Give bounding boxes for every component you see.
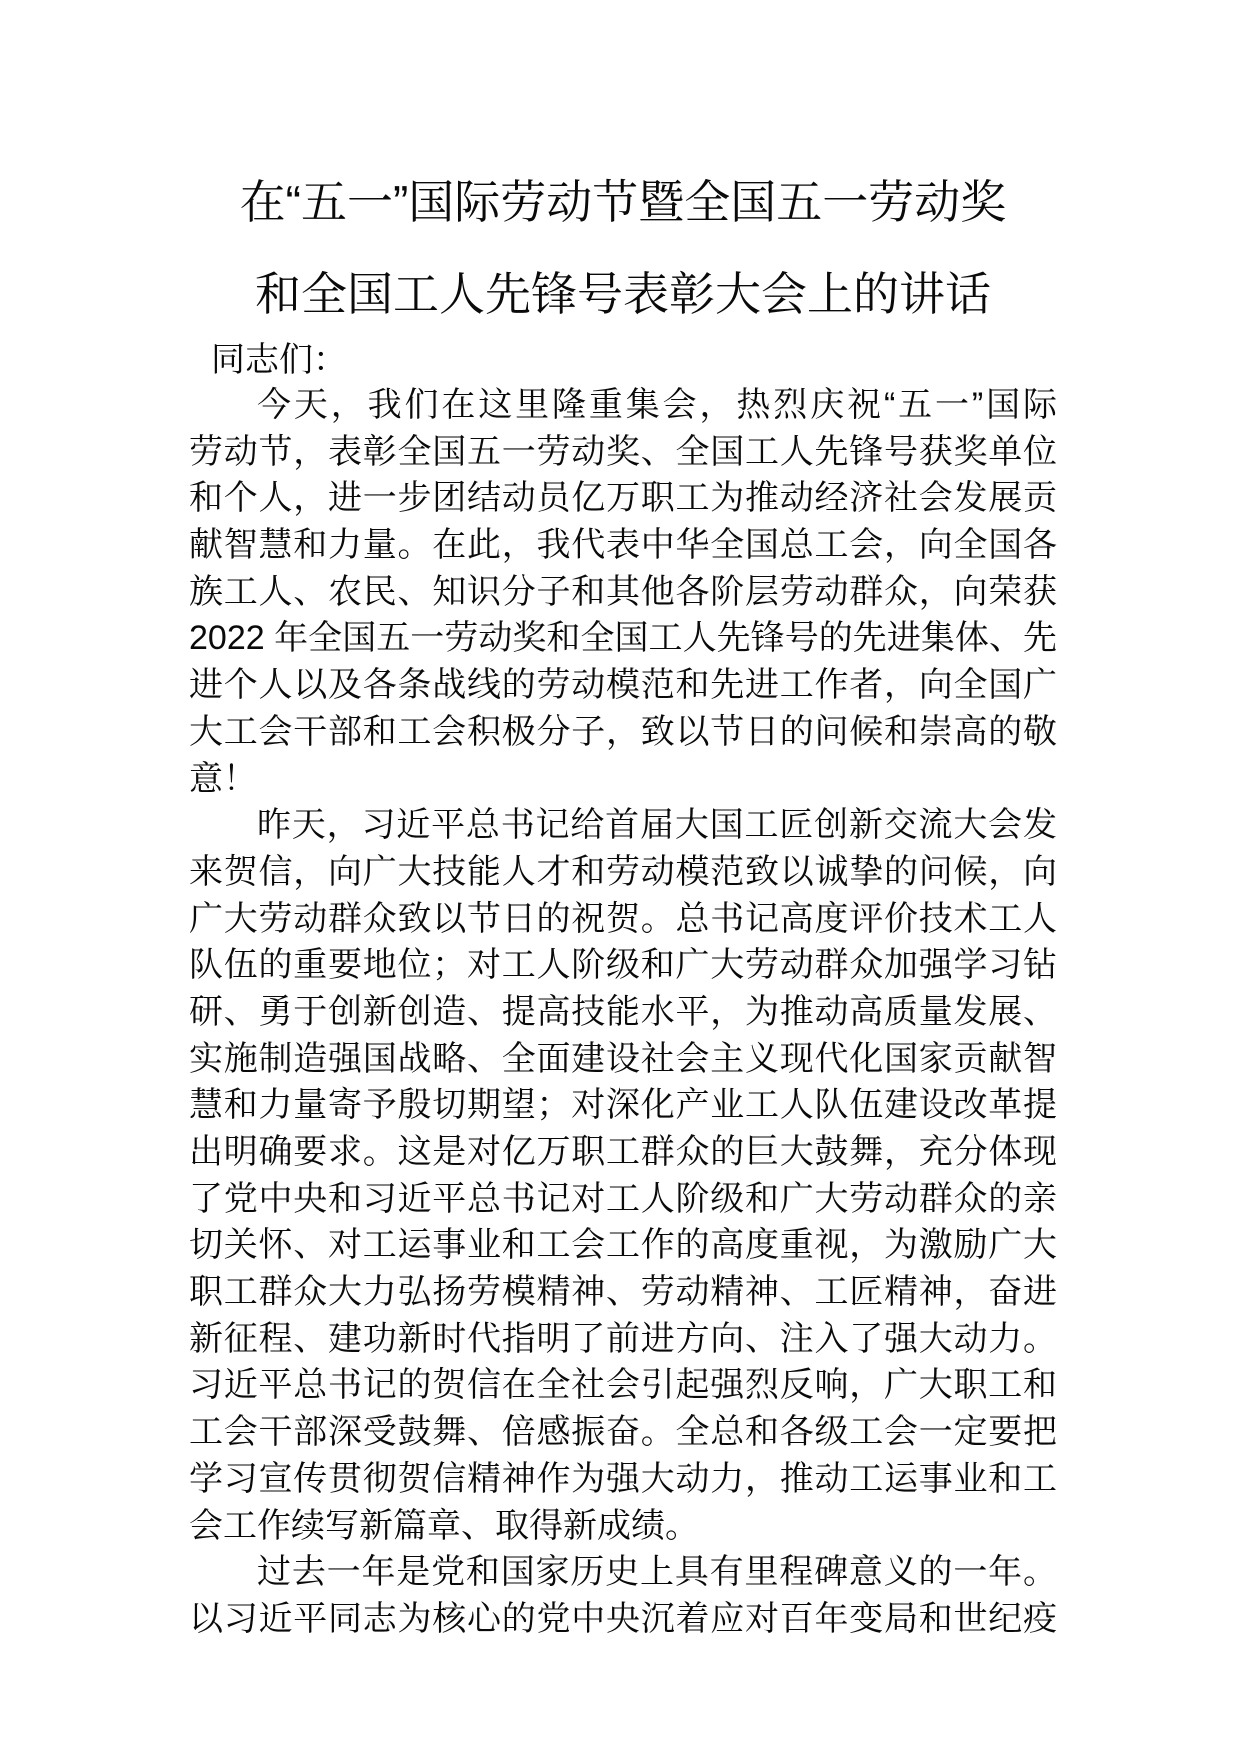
document-title <box>189 156 1057 340</box>
body-line: 来贺信，向广大技能人才和劳动模范致以诚挚的问候，向 <box>189 852 1057 891</box>
body-line: 切关怀、对工运事业和工会工作的高度重视，为激励广大 <box>189 1226 1057 1265</box>
body-line: 新征程、建功新时代指明了前进方向、注入了强大动力。 <box>189 1319 1057 1358</box>
body-line: 了党中央和习近平总书记对工人阶级和广大劳动群众的亲 <box>189 1179 1057 1218</box>
body-line: 慧和力量寄予殷切期望；对深化产业工人队伍建设改革提 <box>189 1086 1057 1125</box>
body-line: 队伍的重要地位；对工人阶级和广大劳动群众加强学习钻 <box>189 946 1057 985</box>
title-line-1: 在“五一”国际劳动节暨全国五一劳动奖 <box>239 176 1007 228</box>
body-line: 职工群众大力弘扬劳模精神、劳动精神、工匠精神，奋进 <box>189 1273 1057 1312</box>
body-line: 学习宣传贯彻贺信精神作为强大动力，推动工运事业和工 <box>189 1459 1057 1498</box>
body-paragraph-2 <box>189 802 1057 1549</box>
document-body <box>189 339 1057 1643</box>
body-line: 进个人以及各条战线的劳动模范和先进工作者，向全国广 <box>189 666 1057 705</box>
body-line: 实施制造强国战略、全面建设社会主义现代化国家贡献智 <box>189 1039 1057 1078</box>
body-line: 会工作续写新篇章、取得新成绩。 <box>189 1506 699 1545</box>
body-paragraph-3 <box>189 1549 1057 1642</box>
body-line: 过去一年是党和国家历史上具有里程碑意义的一年。 <box>257 1553 1057 1592</box>
body-line: 广大劳动群众致以节日的祝贺。总书记高度评价技术工人 <box>189 899 1057 938</box>
body-line: 今天，我们在这里隆重集会，热烈庆祝“五一”国际 <box>257 386 1057 424</box>
body-line: 2022 年全国五一劳动奖和全国工人先锋号的先进集体、先 <box>189 619 1057 658</box>
body-line: 族工人、农民、知识分子和其他各阶层劳动群众，向荣获 <box>189 572 1057 611</box>
body-line: 昨天，习近平总书记给首届大国工匠创新交流大会发 <box>257 806 1057 845</box>
body-line: 以习近平同志为核心的党中央沉着应对百年变局和世纪疫 <box>189 1599 1057 1638</box>
body-line: 和个人，进一步团结动员亿万职工为推动经济社会发展贡 <box>189 479 1057 518</box>
salutation: 同志们： <box>211 341 347 379</box>
body-line: 研、勇于创新创造、提高技能水平，为推动高质量发展、 <box>189 992 1057 1031</box>
body-paragraph-1 <box>189 382 1057 802</box>
body-line: 献智慧和力量。在此，我代表中华全国总工会，向全国各 <box>189 526 1057 565</box>
body-line: 劳动节，表彰全国五一劳动奖、全国工人先锋号获奖单位 <box>189 432 1057 471</box>
body-line: 习近平总书记的贺信在全社会引起强烈反响，广大职工和 <box>189 1366 1057 1405</box>
body-line: 意！ <box>189 759 257 798</box>
body-line: 大工会干部和工会积极分子，致以节日的问候和崇高的敬 <box>189 712 1057 751</box>
body-line: 工会干部深受鼓舞、倍感振奋。全总和各级工会一定要把 <box>189 1413 1057 1452</box>
title-line-2: 和全国工人先锋号表彰大会上的讲话 <box>255 268 991 320</box>
body-line: 出明确要求。这是对亿万职工群众的巨大鼓舞，充分体现 <box>189 1133 1057 1171</box>
